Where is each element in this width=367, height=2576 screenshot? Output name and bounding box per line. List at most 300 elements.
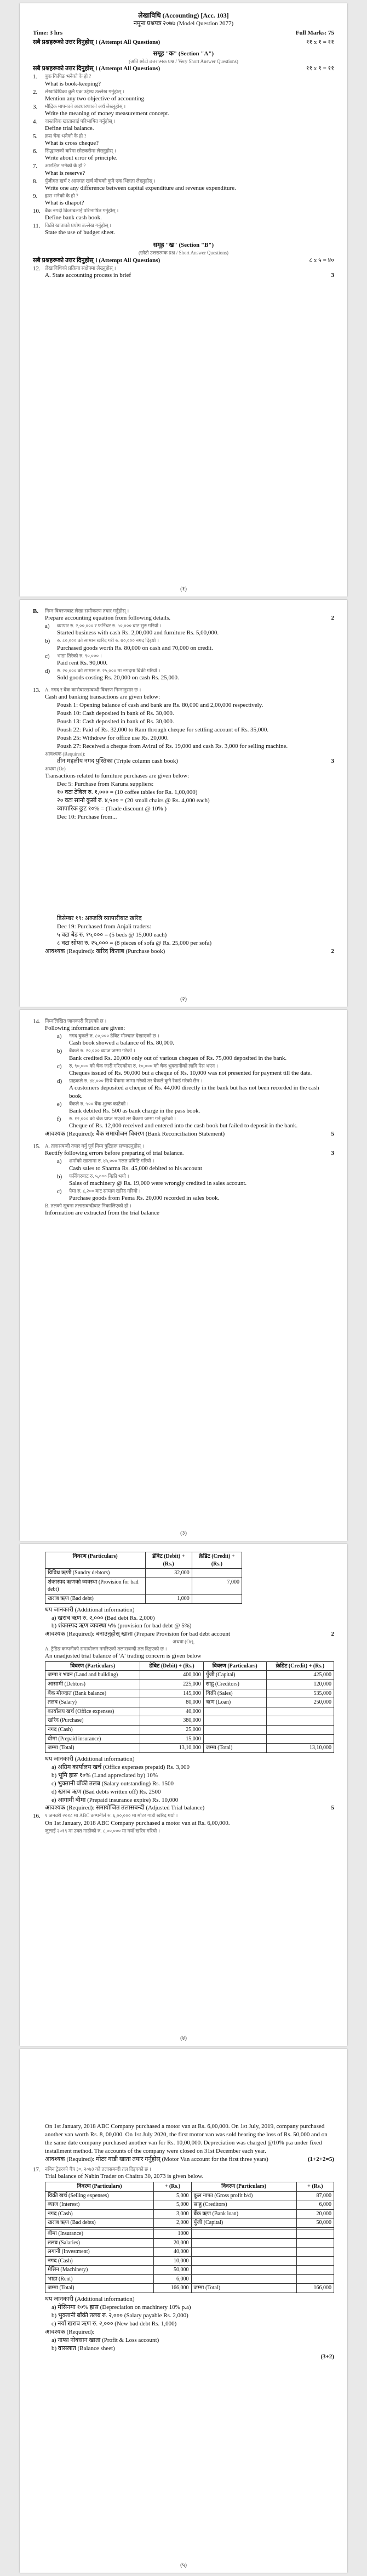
table-cell: आसामी (Debtors) [45,1679,140,1689]
table-cell: तलब (Salary) [45,1698,140,1707]
purchase-lines [45,780,334,821]
table-header-cell: क्रेडिट (Credit) + (Rs.) [192,1552,242,1569]
table-cell: 225,000 [140,1679,203,1689]
section-a-title: समूह "क" (Section "A") [153,50,214,58]
table-cell: नगद (Cash) [45,2209,154,2218]
question-item [33,222,334,237]
table-cell: जम्मा (Total) [203,1744,266,1753]
required-list [33,2336,334,2353]
question-np: नबिन ट्रेडरको चैत्र ३०, २०७३ को तलासबन्दी तल दिइएको छ । [45,2166,151,2172]
question-np-rest: जुलाई २०१९ मा उक्त गाडीको रु. ८,००,००० मा नयाँ खरिद गरियो । [45,1828,160,1834]
required-item: b) वासलात (Balance sheet) [51,2345,115,2352]
sub-item-np: ग्राहकले रु. ४४,००० सिधै बैंकमा जम्मा गरेको तर बैंकले कुनै रेकर्ड गरेको छैन । [69,1077,203,1083]
sub-item-en: Started business with cash Rs. 2,00,000 and furniture Rs. 5,00,000. [57,629,219,637]
page-2 [20,600,347,1007]
intro-np: A. ट्रेडिङ कम्पनीको समायोजन नगरिएको तलासबन्दी तल दिइएको छ । [45,1646,167,1652]
sub-item-np: भाडा तिरेको रु. ९०,००० । [57,652,102,659]
table-header-row [45,1661,334,1671]
table-cell: खरिद (Purchase) [45,1716,140,1726]
table-cell: 6,000 [154,2274,191,2284]
table-row [45,1744,334,1753]
sub-item [45,1100,334,1115]
question-en: On 1st January, 2018 ABC Company purchased a motor van at Rs. 6,00,000. [45,1819,230,1826]
additional-info-label-2: थप जानकारी (Additional information) [45,1755,135,1762]
question-marks: (1+2+2=5) [307,2155,334,2163]
table-cell: पुँजी (Capital) [203,1671,266,1680]
table-header-cell: + (Rs.) [296,2182,334,2191]
question-12b-items [33,622,334,682]
purchase-line: Dec 19: Purchased from Anjali traders: [57,923,151,930]
table-header-cell: विवरण (Particulars) [203,1661,266,1671]
table-cell: खराब ऋण (Bad debts) [45,2218,154,2228]
table-cell: विक्री खर्च (Selling expenses) [45,2191,154,2200]
table-cell: 20,000 [154,2238,191,2248]
question-number: 11. [33,223,41,230]
table-cell [266,1716,334,1726]
additional-info-list [33,1614,334,1631]
sub-item-key: e) [57,1100,62,1108]
question-en: Trial balance of Nabin Trader on Chaitra 30, 2073 is given below. [45,2173,204,2180]
question-text [45,147,334,162]
question-marks: (3+2) [320,2353,334,2360]
question-item [33,207,334,222]
additional-info-item: d) खराब ऋण (Bad debts written off) Rs. 2500 [51,1788,161,1795]
table-header-cell: डेबिट (Debit) + (Rs.) [140,1661,203,1671]
table-row [45,2200,334,2210]
sub-item-np: नगद बुकले रु. ८०,००० डेबिट मौज्दात देखाएको छ । [69,1033,159,1039]
table-cell: शंकास्पद ऋणको व्यवस्था (Provision for bad debt) [45,1578,146,1594]
transaction-lines [45,701,334,751]
sub-item-np: बैंकले रु. २०,००० ब्याज जम्मा गरेको । [69,1048,135,1054]
required-label: आवश्यक (Required): [45,2328,95,2335]
table-cell [191,2248,296,2257]
question-marks: 2 [331,1631,334,1638]
unadjusted-trial-balance-table [45,1661,334,1753]
page-5 [20,2049,347,2573]
sub-item [45,1173,334,1188]
question-item [33,178,334,192]
question-marks: 5 [331,1131,334,1138]
table-cell: 166,000 [296,2284,334,2293]
question-en: Following information are given: [45,1025,125,1032]
table-cell [296,2256,334,2266]
nabin-trial-balance-table [45,2182,334,2293]
sub-item-text [69,1188,334,1202]
question-np: वास्तविक खातालाई परिभाषित गर्नुहोस् । [45,118,116,124]
required-text: आवश्यक (Required): बनाउनुहोस् खाता (Prepare Provision for bad debt account [45,1631,231,1638]
table-cell: 40,000 [140,1707,203,1716]
sub-item-key: a) [57,1033,62,1040]
table-row [45,2284,334,2293]
sub-item-key: b) [57,1173,62,1180]
page-number: (२) [180,996,187,1002]
sub-item-en: Bank debited Rs. 500 as bank charge in the pass book. [69,1108,200,1115]
section-b-attempt: सबै प्रश्नहरूको उत्तर दिनुहोस् । (Attempt All Questions) [33,257,160,264]
required-text: आवश्यक (Required): खरिद किताब (Purchase book) [45,947,165,955]
table-cell: 13,10,000 [266,1744,334,1753]
sub-item-text [69,1100,334,1115]
sub-item-np: व्यापार रु. २,००,००० र फर्निचर रु. ५०,००० बाट सुरु गरियो । [57,623,162,629]
table-cell: 32,000 [145,1569,192,1578]
table-row [45,2256,334,2266]
sub-item-key: b) [45,638,50,645]
table-row [45,2248,334,2257]
table-cell: पुँजी (Capital) [191,2218,296,2228]
page-4 [20,1544,347,2046]
sub-item [33,622,334,637]
question-number: 7. [33,163,38,170]
question-15 [33,1143,334,1217]
section-a-subtitle: (अति छोटो उत्तरात्मक प्रश्न / Very Short Answer Questions) [129,59,238,65]
question-np-b: B. तलको सूचना तलासबन्दीबाट निकालिएको हो । [45,1202,131,1208]
question-np: बैंक नगदी किताबलाई परिभाषित गर्नुहोस् । [45,208,119,213]
question-np: मौद्रिक मापनको अवधारणाको अर्थ लेख्नुहोस् । [45,103,126,109]
question-label: B. [33,608,39,615]
question-text [45,73,334,88]
table-cell: 250,000 [266,1698,334,1707]
page-number: (१) [180,586,187,592]
purchase-line: डिसेम्बर १९: अञ्जलि व्यापारीबाट खरिद [57,915,142,922]
question-item [33,162,334,177]
table-cell [266,1707,334,1716]
sub-item [45,1158,334,1172]
question-marks: 3 [331,271,334,279]
table-header-cell: डेबिट (Debit) + (Rs.) [145,1552,192,1569]
question-14 [33,1018,334,1138]
question-np: A. नगद र बैंक कारोबारसम्बन्धी विवरण निम्नानुसार छ । [45,686,141,693]
question-17 [33,2166,334,2181]
question-marks: 5 [331,1805,334,1812]
table-cell: साहु (Creditors) [191,2200,296,2210]
instruction-note: सबै प्रश्नहरूको उत्तर दिनुहोस् । (Attempt All Questions) [33,39,160,46]
question-en: Define bank cash book. [45,214,102,222]
question-item [33,88,334,103]
table-cell [191,2238,296,2248]
table-cell: बीमा (Insurance) [45,2229,154,2238]
sub-item-np: रु. ९०,००० को चेक जारी गरिएकोमा रु. १०,००० को चेक भुक्तानीको लागि पेस भएन । [69,1063,218,1069]
table-cell [296,2248,334,2257]
sub-item-key: c) [57,1188,62,1195]
table-cell: 535,000 [266,1689,334,1698]
table-cell: 3,000 [154,2209,191,2218]
table-cell: बिक्री (Sales) [203,1689,266,1698]
sub-item-text [69,1032,334,1047]
sub-item-text [69,1047,334,1062]
question-text [45,178,334,192]
table-cell: 15,000 [140,1734,203,1744]
question-text [45,133,334,147]
table-cell [191,2274,296,2284]
table-cell [203,1734,266,1744]
purchase-line: २० वटा सानो कुर्सी रु. ४,५०० = (20 small chairs @ Rs. 4,000 each) [57,797,210,804]
question-np: आरक्षित भनेको के हो ? [45,163,86,169]
table-cell: 2,000 [154,2218,191,2228]
additional-info-item: a) मेसिनमा १०% ह्रास (Depreciation on machinery 10% p.a) [51,2304,191,2311]
required-label: आवश्यक (Required): [45,751,85,757]
question-marks: 3 [331,758,334,765]
table-cell: कार्यालय खर्च (Office expenses) [45,1707,140,1716]
sub-item [45,1077,334,1100]
question-number: 9. [33,192,38,200]
question-np: निम्न विवरणबाट लेखा समीकरण तयार गर्नुहोस् । [45,608,129,614]
table-header-cell: + (Rs.) [154,2182,191,2191]
table-cell: 50,000 [154,2266,191,2275]
table-cell [296,2229,334,2238]
table-header-row [45,2182,334,2191]
table-cell: 5,000 [154,2200,191,2210]
sub-item-text [69,1115,334,1130]
sub-item-en: Purchased goods worth Rs. 80,000 on cash and 70,000 on credit. [57,644,213,651]
sub-item-text [57,622,334,637]
section-a-marks: ११ x १ = ११ [306,65,334,72]
question-text [45,207,334,222]
purchase-line: Dec 5: Purchase from Karuna suppliers: [57,781,154,788]
sub-item-np: शर्माको खातामा रु. ४५,००० गलत प्रविष्टि गरियो । [69,1158,154,1164]
table-cell: 400,000 [140,1671,203,1680]
question-13 [33,686,334,956]
required-text: तीन महलीय नगद पुस्तिका (Triple column cash book) [57,758,179,765]
sub-item-key: a) [45,623,50,630]
table-cell: 13,10,000 [140,1744,203,1753]
additional-info-item: a) अग्रिम कार्यालय खर्च (Office expenses prepaid) Rs. 3,000 [51,1763,190,1771]
page-number: (३) [180,1530,187,1536]
question-number: 17. [33,2166,41,2173]
additional-info-item: e) आगामी बीमा (Prepaid insurance expire) Rs. 10,000 [51,1796,179,1803]
additional-info-item: c) नयाँ खराब ऋण रु. २,००० (New bad debt Rs. 1,000) [51,2320,177,2327]
page-1 [20,3,347,597]
additional-info-item: b) भूमि ह्रास १०% (Land appreciated by) 10% [51,1772,158,1779]
table-cell [296,2274,334,2284]
table-cell: 20,000 [296,2209,334,2218]
purchase-line: Dec 10: Purchase from... [57,814,117,821]
question-item [33,103,334,118]
table-row [45,1594,242,1603]
table-row [45,2229,334,2238]
question-np: सिद्धान्तको बारेमा छोटकरीमा लेख्नुहोस् । [45,148,116,154]
table-cell: जम्मा (Total) [45,1744,140,1753]
sub-item-en: Sales of machinery @ Rs. 19,000 were wrongly credited in sales account. [69,1179,247,1187]
intro-en: An unadjusted trial balance of 'A' trading concern is given below [45,1652,202,1659]
table-header-cell: क्रेडिट (Credit) + (Rs.) [266,1661,334,1671]
table-cell [203,1725,266,1734]
sub-item-en: Bank credited Rs. 20,000 only out of various cheques of Rs. 75,000 deposited in the bank. [69,1054,287,1062]
question-np: निम्नलिखित जानकारी दिइएको छ । [45,1018,107,1024]
sub-item-en: Cash sales to Sharma Rs. 45,000 debited to his account [69,1165,202,1172]
question-en: Write about error of principle. [45,155,118,162]
question-16-paragraph: On 1st January, 2018 ABC Company purchased a motor van at Rs. 6,00,000. On 1st July, 2019, company purchased another van worth Rs. 8, 00,000. On 1st July 2020, the first motor van was sold bearing the loss of Rs. 50,000 and on the same date company purchased another van for Rs. 10,00,000. Depreciation was charged @10% p.a under fixed installment method. The accounts of the company were closed on 31st December each year. [45,2123,328,2154]
table-cell: बीमा (Prepaid insurance) [45,1734,140,1744]
table-cell: 1000 [154,2229,191,2238]
section-a-question-list [33,73,334,237]
sub-item [45,1032,334,1047]
table-header-cell: विवरण (Particulars) [45,1552,146,1569]
sub-item-text [69,1063,334,1077]
table-cell: जग्गा र भवन (Land and building) [45,1671,140,1680]
sub-item-key: b) [57,1048,62,1055]
full-marks-label: Full Marks: 75 [295,30,334,37]
table-cell [296,2266,334,2275]
transaction-line: Poush 27: Received a cheque from Avirul of Rs. 19,000 and cash Rs. 3,000 for selling machine. [57,742,288,750]
table-row [45,1689,334,1698]
question-text [45,192,334,207]
question-number: 15. [33,1143,41,1150]
table-row [45,1707,334,1716]
question-14-items [45,1032,334,1130]
question-np: ह्रास भनेको के हो ? [45,192,78,198]
table-cell: 380,000 [140,1716,203,1726]
sub-item-key: d) [45,667,50,674]
table-row [45,2191,334,2200]
sub-item [33,652,334,667]
additional-info-list-2 [33,1763,334,1805]
table-row [45,1569,242,1578]
subject-title: लेखाविधि (Accounting) [Acc. 103] [138,12,229,19]
question-text [45,103,334,118]
sub-item [45,1063,334,1077]
sub-item-np: रु. २०,००० को सामान रु. २५,००० मा नगदमा बिक्री गरियो । [57,667,160,673]
table-row [45,2274,334,2284]
transaction-line: Poush 1: Opening balance of cash and bank are Rs. 80,000 and 2,00,000 respectively. [57,702,263,709]
table-row [45,2218,334,2228]
question-marks: 2 [331,615,334,622]
question-en: What is reserve? [45,169,85,177]
table-cell: भाडा (Rent) [45,2274,154,2284]
sub-item-key: d) [57,1077,62,1085]
purchase-line: ५ वटा बेड रु. १५,००० = (5 beds @ 15,000 each) [57,931,167,938]
question-en: Prepare accounting equation from following details. [45,615,171,622]
question-text [45,222,334,237]
question-item [33,73,334,88]
question-np: लेखाविधिका कुनै एक उद्देश्य उल्लेख गर्नुहोस् । [45,88,124,94]
sub-item-en: A customers deposited a cheque of Rs. 44,000 directly in the bank but has not been recorded in the cash book. [69,1084,319,1099]
time-label: Time: 3 hrs [33,30,63,37]
additional-info-label: थप जानकारी (Additional information) [45,2296,135,2303]
question-np: १ जनवरी २०१८ मा ABC कम्पनीले रु. ६,००,००० मा मोटर गाडी खरिद गर्यो । [45,1813,178,1819]
question-item [33,133,334,147]
question-en: A. State accounting process in brief [45,271,131,279]
additional-info-list [33,2303,334,2328]
question-en: What is cross cheque? [45,140,99,147]
question-en: What is dhapot? [45,200,84,207]
table-row [45,1679,334,1689]
question-number: 5. [33,133,38,140]
question-np: बुक किपिङ भनेको के हो ? [45,73,91,80]
table-row [45,1725,334,1734]
table-cell [192,1594,242,1603]
question-en: Rectify following errors before preparing of trial balance. [45,1150,184,1157]
question-en: Define trial balance. [45,125,94,132]
question-np: विक्री खाताको प्रयोग उल्लेख गर्नुहोस् । [45,223,112,229]
table-row [45,1734,334,1744]
question-12 [33,265,334,280]
question-en: Mention any two objective of accounting. [45,95,146,102]
question-item [33,147,334,162]
question-np: लेखाविधिको प्रक्रिया संक्षेपमा लेख्नुहोस् । [45,265,116,271]
question-item [33,192,334,207]
table-header-cell: विवरण (Particulars) [45,2182,154,2191]
table-cell: 50,000 [296,2218,334,2228]
purchase-lines-2 [45,915,334,947]
additional-info-item: b) भुक्तानी बाँकी तलब रु. २,००० (Salary payable Rs. 2,000) [51,2312,188,2319]
table-cell: मेसिन (Machinery) [45,2266,154,2275]
section-b-subtitle: (छोटो उत्तरात्मक प्रश्न / Short Answer Questions) [139,250,228,256]
or-intro: Transactions related to furniture purchases are given below: [45,773,190,780]
question-12b [33,608,334,622]
required-text: आवश्यक (Required): समायोजित तलासबन्दी (Adjusted Trial balance) [45,1805,205,1812]
table-cell [296,2238,334,2248]
sub-item-np: बैंकले रु. ५०० बैंक शुल्क काटेको । [69,1100,129,1107]
question-item [33,118,334,133]
sub-item-np: रु. ८०,००० को सामान खरिद गरी रु. ७०,००० नगद दिइयो । [57,638,159,644]
table-row [45,2238,334,2248]
table-cell: 25,000 [140,1725,203,1734]
purchase-line: ८ वटा सोफा रु. २५,००० = (8 pieces of sofa @ Rs. 25,000 per sofa) [57,939,212,946]
table-cell [145,1578,192,1594]
sub-item-en: Cheque of Rs. 12,000 received and entered into the cash book but failed to deposit in the bank. [69,1122,298,1130]
or-label: अथवा (Or) [45,766,66,772]
table-cell [266,1725,334,1734]
or-label: अथवा (Or), [173,1639,194,1645]
table-cell [191,2256,296,2266]
transaction-line: Poush 25: Withdrew for office use Rs. 20,000. [57,734,169,741]
question-en: Cash and banking transactions are given below: [45,694,160,701]
question-marks: 2 [331,947,334,955]
page-3 [20,1010,347,1541]
question-number: 8. [33,178,38,185]
table-cell: नगद (Cash) [45,1725,140,1734]
question-text [45,88,334,103]
additional-info-item: a) खराब ऋण रु. २,००० (Bad debt Rs. 2,000) [51,1614,155,1621]
sub-item-text [57,637,334,652]
table-cell: कुल नाफा (Gross profit b/d) [191,2191,296,2200]
question-en: Write the meaning of money measurement concept. [45,110,170,117]
additional-info-label: थप जानकारी (Additional information) [45,1606,135,1613]
question-number: 14. [33,1018,41,1025]
sub-item-np: रु. १२,००० को चेक प्राप्त भएको तर बैंकमा जम्मा गर्न छुटेको । [69,1116,176,1122]
table-cell: 87,000 [296,2191,334,2200]
table-cell [192,1569,242,1578]
additional-info-item: c) भुक्तानी बाँकी तलब (Salary outstanding) Rs. 1500 [51,1780,174,1787]
required-text: आवश्यक (Required): बैंक समायोजन विवरण (Bank Reconciliation Statement) [45,1131,225,1138]
sub-item-key: f) [57,1116,61,1123]
required-item: a) नाफा नोक्सान खाता (Profit & Loss account) [51,2336,159,2344]
sub-item-text [69,1158,334,1172]
table-cell: 145,000 [140,1689,203,1698]
sub-item-text [69,1173,334,1188]
transaction-line: Poush 13: Cash deposited in bank of Rs. 30,000. [57,718,174,725]
additional-info-item: b) शंकास्पद ऋण व्यवस्था ५% (provision for bad debt @ 5%) [51,1622,192,1630]
table-cell [203,1716,266,1726]
sub-item [33,667,334,682]
sub-item-np: फर्निचरबाट रु. ५,००० बिक्री भयो । [69,1173,129,1179]
transaction-line: Poush 10: Cash deposited in bank of Rs. 30,000. [57,710,174,717]
sub-item-text [57,667,334,682]
sub-item-key: a) [57,1158,62,1165]
sub-item-key: c) [57,1063,62,1070]
table-row [45,2266,334,2275]
table-cell: तलब (Salaries) [45,2238,154,2248]
table-row [45,1671,334,1680]
sub-item-en: Cash book showed a balance of Rs. 80,000. [69,1040,174,1047]
question-number: 2. [33,88,38,95]
model-question-title: नमूना प्रश्नपत्र २०७७ (Model Question 2077) [133,20,234,27]
sub-item-en: Sold goods costing Rs. 20,000 on cash Rs. 25,000. [57,674,179,681]
table-cell: खराब ऋण (Bad debt) [45,1594,146,1603]
question-number: 4. [33,118,38,125]
table-cell: लगानी (Investment) [45,2248,154,2257]
question-16 [33,1812,334,1834]
section-a-attempt: सबै प्रश्नहरूको उत्तर दिनुहोस् । (Attempt All Questions) [33,65,160,72]
